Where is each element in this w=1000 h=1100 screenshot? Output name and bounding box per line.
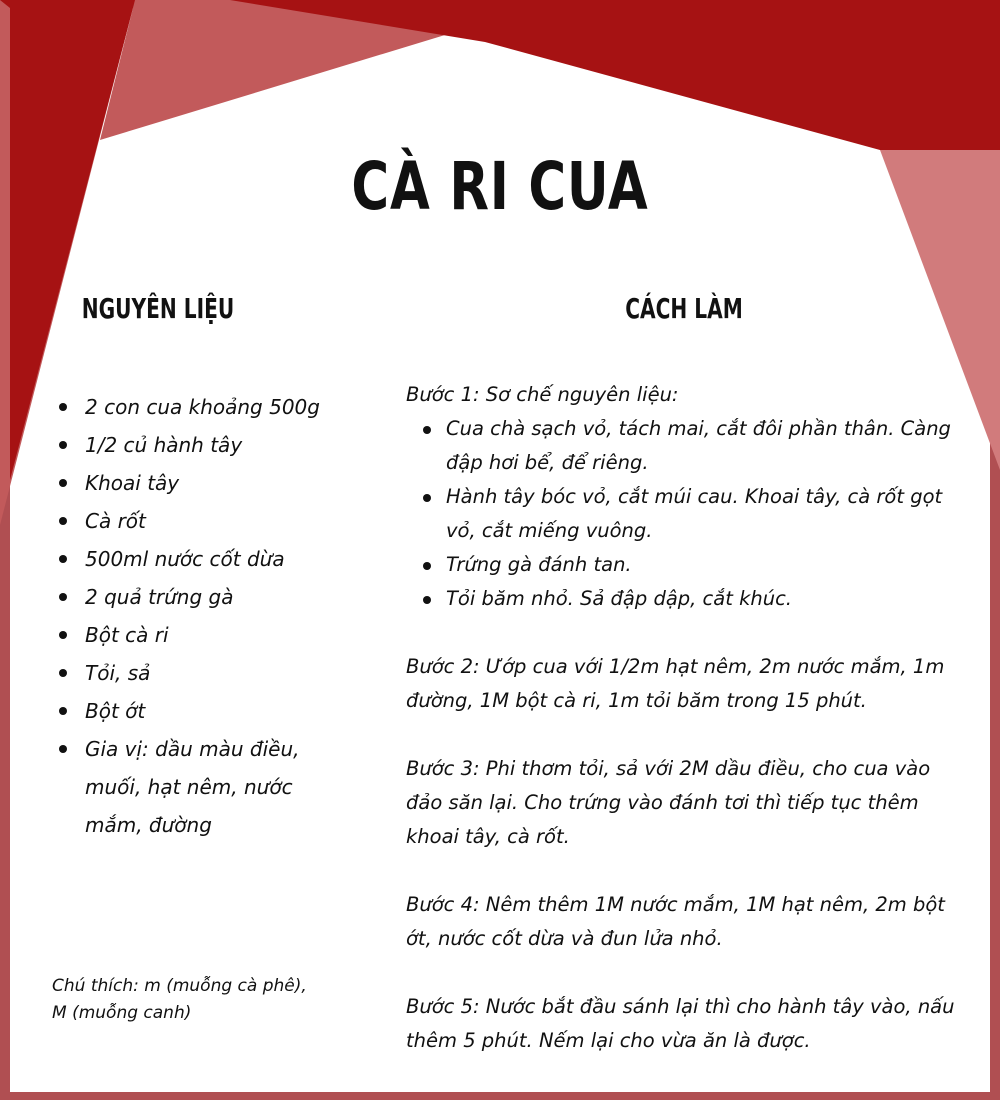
step-5: Bước 5: Nước bắt đầu sánh lại thì cho hành tây vào, nấu thêm 5 phút. Nếm lại cho vừa ăn là được. [406, 995, 955, 1052]
note-line: M (muỗng canh) [52, 1003, 192, 1023]
step-3: Bước 3: Phi thơm tỏi, sả với 2M dầu điều, cho cua vào đảo săn lại. Cho trứng vào đánh tơi thì tiếp tục thêm khoai tây, cà rốt. [406, 757, 931, 848]
list-item: Gia vị: dầu màu điều, muối, hạt nêm, nước mắm, đường [58, 730, 348, 844]
list-item: 2 quả trứng gà [58, 578, 348, 616]
step-1-bullets [406, 412, 966, 616]
list-item: 500ml nước cốt dừa [58, 540, 348, 578]
list-item: Tỏi, sả [58, 654, 348, 692]
method-steps [406, 378, 966, 1092]
note-line: Chú thích: m (muỗng cà phê), [52, 976, 307, 996]
step-1 [406, 378, 966, 616]
step-title: Bước 1: Sơ chế nguyên liệu: [406, 383, 679, 406]
step-4: Bước 4: Nêm thêm 1M nước mắm, 1M hạt nêm, 2m bột ớt, nước cốt dừa và đun lửa nhỏ. [406, 893, 945, 950]
method-heading: CÁCH LÀM [625, 292, 743, 325]
list-item: 2 con cua khoảng 500g [58, 388, 348, 426]
recipe-title: CÀ RI CUA [351, 148, 649, 225]
abbreviation-note [52, 973, 352, 1027]
ingredients-list [58, 388, 348, 844]
list-item: Bột ớt [58, 692, 348, 730]
list-item: Khoai tây [58, 464, 348, 502]
list-item: Tỏi băm nhỏ. Sả đập dập, cắt khúc. [406, 582, 966, 616]
list-item: 1/2 củ hành tây [58, 426, 348, 464]
list-item: Bột cà ri [58, 616, 348, 654]
step-2: Bước 2: Ướp cua với 1/2m hạt nêm, 2m nước mắm, 1m đường, 1M bột cà ri, 1m tỏi băm trong 15 phút. [406, 655, 945, 712]
ingredients-heading: NGUYÊN LIỆU [81, 292, 235, 325]
list-item: Trứng gà đánh tan. [406, 548, 966, 582]
list-item: Hành tây bóc vỏ, cắt múi cau. Khoai tây, cà rốt gọt vỏ, cắt miếng vuông. [406, 480, 966, 548]
list-item: Cà rốt [58, 502, 348, 540]
list-item: Cua chà sạch vỏ, tách mai, cắt đôi phần thân. Càng đập hơi bể, để riêng. [406, 412, 966, 480]
